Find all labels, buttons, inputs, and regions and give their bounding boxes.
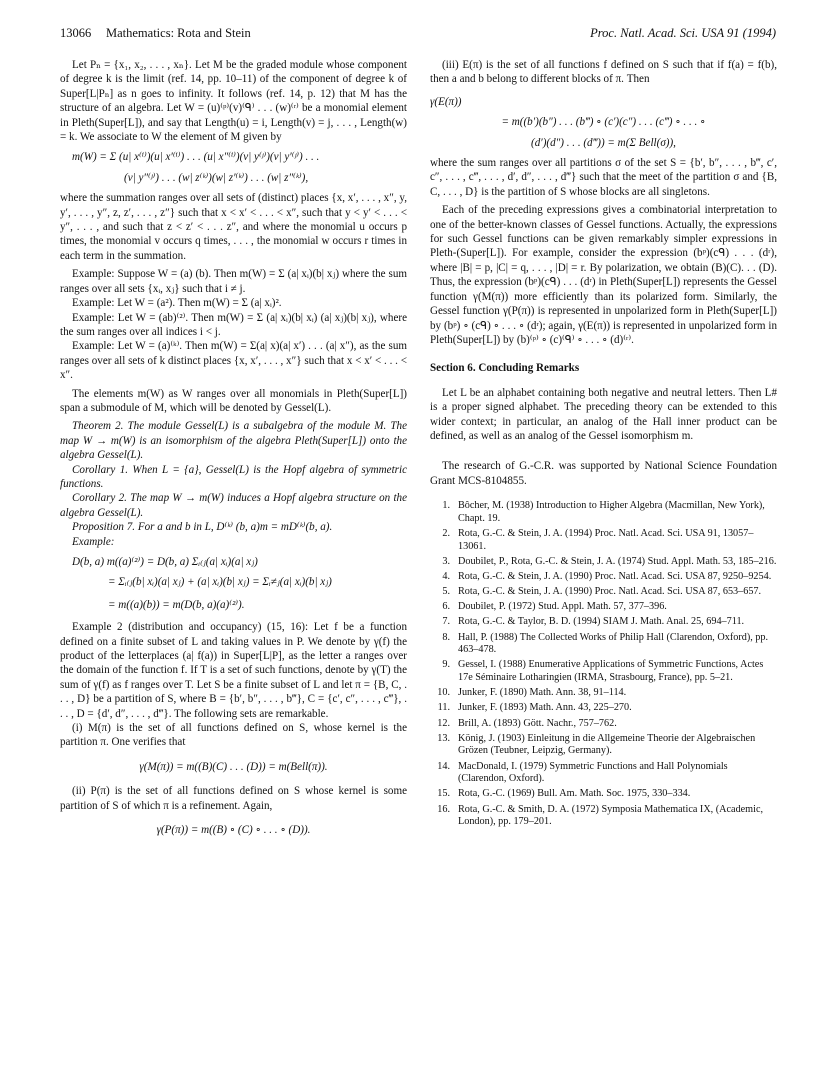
equation: γ(P(π)) = m((B) ∘ (C) ∘ . . . ∘ (D)). bbox=[156, 824, 311, 837]
paragraph: Let L be an alphabet containing both negative and neutral letters. Then L# is a proper signed alphabet. The preceding theory can be extended to this wider context; in particular, an analog of the Hall inner product can be defined, as well as an analog of the Gessel isomorphism m. bbox=[430, 386, 777, 442]
paragraph: The elements m(W) as W ranges over all monomials in Pleth(Super[L]) span a submodule of M, which will be denoted by Gessel(L). bbox=[60, 387, 407, 414]
reference-text: Rota, G.-C. & Stein, J. A. (1994) Proc. Natl. Acad. Sci. USA 91, 13057–13061. bbox=[458, 527, 754, 552]
reference-item bbox=[430, 733, 777, 758]
left-column bbox=[60, 58, 407, 848]
reference-text: König, J. (1903) Einleitung in die Allgemeine Theorie der Algebraischen Grözen (Teubner, Leipzig, Germany). bbox=[458, 732, 756, 757]
reference-number: 14. bbox=[437, 760, 450, 772]
example: Example: Let W = (a)⁽ᵏ⁾. Then m(W) = Σ(a| x)(a| x′) . . . (a| x″), as the sum ranges over all sets of k distinct places {x, x′, . . . , x″} such that x < x′ < . . . < x″. bbox=[60, 340, 407, 382]
reference-item bbox=[430, 702, 777, 715]
reference-text: Junker, F. (1893) Math. Ann. 43, 225–270. bbox=[458, 702, 632, 714]
reference-text: Bôcher, M. (1938) Introduction to Higher Algebra (Macmillan, New York), Chapt. 19. bbox=[458, 500, 765, 524]
reference-text: Doubilet, P., Rota, G.-C. & Stein, J. A. (1974) Stud. Appl. Math. 53, 185–216. bbox=[458, 555, 777, 567]
reference-list bbox=[430, 500, 777, 829]
page-number: 13066 bbox=[60, 26, 92, 40]
proposition: Proposition 7. For a and b in L, D⁽ᵏ⁾ (b, a)m = mD⁽ᵏ⁾(b, a). bbox=[72, 521, 333, 534]
example: Example: Suppose W = (a) (b). Then m(W) = Σ (a| xᵢ)(b| xⱼ) where the sum ranges over all sets {xᵢ, xⱼ} such that i ≠ j. bbox=[60, 268, 407, 295]
reference-item bbox=[430, 718, 777, 731]
paragraph: Let Pₙ = {x₁, x₂, . . . , xₙ}. Let M be the graded module whose component of degree k is the limit (ref. 14, pp. 10–11) of the component of degree k of Super[L|Pₙ] as n goes to infinity. It follows (ref. 14, p. 12) that M has the structure of an algebra. Let W = (u)⁽ᵖ⁾(v)⁽ᑫ⁾ . . . (w)⁽ʳ⁾ be a monomial element in Pleth(Super[L]), and say that Length(u) = i, Length(v) = j, . . . , Length(w) = k. We associate to W the element of M given by bbox=[60, 59, 407, 144]
right-column bbox=[430, 58, 777, 831]
reference-text: Brill, A. (1893) Gött. Nachr., 757–762. bbox=[458, 717, 617, 729]
reference-item bbox=[430, 659, 777, 684]
reference-number: 13. bbox=[437, 732, 450, 744]
reference-number: 3. bbox=[442, 555, 450, 567]
reference-text: Rota, G.-C. & Stein, J. A. (1990) Proc. Natl. Acad. Sci. USA 87, 653–657. bbox=[458, 586, 762, 598]
reference-text: Rota, G.-C. & Smith, D. A. (1972) Symposia Mathematica IX, (Academic, London), pp. 179–201. bbox=[458, 803, 764, 828]
reference-number: 10. bbox=[437, 687, 450, 699]
paragraph: (i) M(π) is the set of all functions defined on S, whose kernel is the partition π. One verifies that bbox=[60, 722, 407, 749]
example-label: Example: bbox=[72, 535, 115, 548]
reference-number: 16. bbox=[437, 803, 450, 815]
reference-text: Rota, G.-C. & Taylor, B. D. (1994) SIAM J. Math. Anal. 25, 694–711. bbox=[458, 616, 745, 628]
paragraph: where the summation ranges over all sets of (distinct) places {x, x′, . . . , x″, y, y′, . . . , y″, z, z′, . . . , z″} such that x < x′ < . . . < x″, such that y < y′ < . . . < y″, . . . , and such that z < z′ < . . . z″, and where the monomial u occurs p times, the monomial v occurs q times, . . . , the monomial w occurs r times in each term in the summation. bbox=[60, 192, 407, 262]
equation: = m((a)(b)) = m(D(b, a)(a)⁽²⁾). bbox=[108, 598, 245, 611]
reference-text: Rota, G.-C. & Stein, J. A. (1990) Proc. Natl. Acad. Sci. USA 87, 9250–9254. bbox=[458, 570, 772, 582]
reference-text: Gessel, I. (1988) Enumerative Applications of Symmetric Functions, Actes 17e Séminaire Lotharingien (IRMA, Strasbourg, France), pp. 5–21. bbox=[458, 659, 764, 684]
reference-number: 1. bbox=[442, 500, 450, 512]
equation: γ(E(π)) bbox=[430, 95, 462, 108]
paragraph: Each of the preceding expressions gives a combinatorial interpretation to one of the better-known classes of Gessel functions. Actually, the expressions for such Gessel functions can be given remarkably simpler expressions in Pleth-(Super[L]). For example, consider the expression (bᵖ)(cᑫ) . . . (dʳ), where |B| = p, |C| = q, . . . , |D| = r. By polarization, we obtain (B)(C). . . (D). Thus, the expression (bᵖ)(cᑫ) . . . (dʳ) in Pleth(Super[L]) represents the Gessel function γ(M(π)) more efficiently than its polarized form. Similarly, the Gessel function γ(P(π)) is represented in unpolarized form in Pleth(Super[L]) by (bᵖ) ∘ (cᑫ) ∘ . . . ∘ (dʳ); again, γ(E(π)) is represented in unpolarized form in Pleth(Super[L]) by (b)⁽ᵖ⁾ ∘ (c)⁽ᑫ⁾ ∘ . . . ∘ (d)⁽ʳ⁾. bbox=[430, 204, 777, 346]
corollary: Corollary 2. The map W → m(W) induces a Hopf algebra structure on the algebra Gessel(L). bbox=[60, 492, 407, 519]
reference-number: 5. bbox=[442, 586, 450, 598]
reference-number: 4. bbox=[442, 570, 450, 582]
reference-text: Rota, G.-C. (1969) Bull. Am. Math. Soc. 1975, 330–334. bbox=[458, 788, 691, 800]
reference-item bbox=[430, 528, 777, 553]
example: Example: Let W = (a²). Then m(W) = Σ (a| xᵢ)². bbox=[72, 297, 282, 310]
reference-number: 11. bbox=[437, 702, 450, 714]
reference-number: 9. bbox=[442, 659, 450, 671]
reference-item bbox=[430, 571, 777, 584]
reference-item bbox=[430, 788, 777, 801]
reference-number: 6. bbox=[442, 601, 450, 613]
reference-text: Doubilet, P. (1972) Stud. Appl. Math. 57, 377–396. bbox=[458, 601, 667, 613]
theorem: Theorem 2. The module Gessel(L) is a subalgebra of the module M. The map W → m(W) is an isomorphism of the algebra Pleth(Super[L]) onto the algebra Gessel(L). bbox=[60, 420, 407, 462]
reference-item bbox=[430, 687, 777, 700]
reference-item bbox=[430, 586, 777, 599]
reference-number: 8. bbox=[442, 631, 450, 643]
equation: = m((b′)(b″) . . . (b‴) ∘ (c′)(c″) . . . (c‴) ∘ . . . ∘ bbox=[501, 116, 706, 129]
reference-item bbox=[430, 601, 777, 614]
reference-text: Junker, F. (1890) Math. Ann. 38, 91–114. bbox=[458, 687, 627, 699]
equation: D(b, a) m((a)⁽²⁾) = D(b, a) Σᵢ₍ⱼ(a| xᵢ)(a| xⱼ) bbox=[72, 556, 258, 568]
section-heading: Section 6. Concluding Remarks bbox=[430, 362, 580, 375]
reference-item bbox=[430, 632, 777, 657]
reference-number: 15. bbox=[437, 788, 450, 800]
equation: = Σᵢ₍ⱼ(b| xᵢ)(a| xⱼ) + (a| xᵢ)(b| xⱼ) = Σᵢ≠ⱼ(a| xᵢ)(b| xⱼ) bbox=[108, 576, 332, 589]
example: Example: Let W = (ab)⁽²⁾. Then m(W) = Σ (a| xᵢ)(b| xᵢ) (a| xⱼ)(b| xⱼ), where the sum ranges over all indices i < j. bbox=[60, 311, 407, 338]
reference-text: MacDonald, I. (1979) Symmetric Functions and Hall Polynomials (Clarendon, Oxford). bbox=[458, 760, 728, 785]
reference-item bbox=[430, 616, 777, 629]
reference-number: 2. bbox=[442, 527, 450, 539]
reference-item bbox=[430, 804, 777, 829]
journal-citation: Proc. Natl. Acad. Sci. USA 91 (1994) bbox=[590, 26, 776, 40]
paragraph: where the sum ranges over all partitions σ of the set S = {b′, b″, . . . , b‴, c′, c″, . . . , c‴, . . . , d′, d″, . . . , d‴} such that the meet of the partition σ and {B, C, . . . , D} is the partition of S whose blocks are all singletons. bbox=[430, 157, 777, 198]
running-head: Mathematics: Rota and Stein bbox=[106, 26, 251, 40]
equation: m(W) = Σ (u| x⁽ⁱ⁾)(u| x′⁽ⁱ⁾) . . . (u| x″⁽ⁱ⁾)(v| y⁽ʲ⁾)(v| y′⁽ʲ⁾) . . . bbox=[72, 151, 320, 164]
equation: γ(M(π)) = m((B)(C) . . . (D)) = m(Bell(π)). bbox=[139, 760, 328, 773]
paragraph: Example 2 (distribution and occupancy) (15, 16): Let f be a function defined on a finite subset of L and taking values in P. We denote by γ(f) the product of the letterplaces (a| f(a)) in Super[L|P], as the letter a ranges over the domain of the function f. If T is a set of such functions, denote by γ(T) the sum of γ(f) as f ranges over T. Let S be a finite subset of L and let π = {B, C, . . . , D} be a partition of S, where B = {b′, b″, . . . , b‴}, C = {c′, c″, . . . , c‴}, . . . , D = {d′, d″, . . . , d‴}. The following sets are remarkable. bbox=[60, 621, 407, 720]
paragraph: (iii) E(π) is the set of all functions f defined on S such that if f(a) = f(b), then a and b belong to different blocks of π. Then bbox=[430, 59, 777, 86]
paragraph: (ii) P(π) is the set of all functions defined on S whose kernel is some partition of S of which π is a refinement. Again, bbox=[60, 785, 407, 812]
reference-item bbox=[430, 761, 777, 786]
corollary: Corollary 1. When L = {a}, Gessel(L) is the Hopf algebra of symmetric functions. bbox=[60, 463, 407, 490]
reference-item bbox=[430, 556, 777, 569]
reference-item bbox=[430, 500, 777, 525]
reference-text: Hall, P. (1988) The Collected Works of Philip Hall (Clarendon, Oxford), pp. 463–478. bbox=[458, 631, 769, 656]
reference-number: 7. bbox=[442, 616, 450, 628]
acknowledgment: The research of G.-C.R. was supported by National Science Foundation Grant MCS-8104855. bbox=[430, 460, 777, 487]
equation: (d′)(d″) . . . (d‴)) = m(Σ Bell(σ)), bbox=[531, 136, 676, 149]
equation: (v| y″⁽ʲ⁾) . . . (w| z⁽ᵏ⁾)(w| z′⁽ᵏ⁾) . . . (w| z″⁽ᵏ⁾), bbox=[124, 171, 309, 184]
reference-number: 12. bbox=[437, 717, 450, 729]
page-header bbox=[60, 26, 776, 42]
